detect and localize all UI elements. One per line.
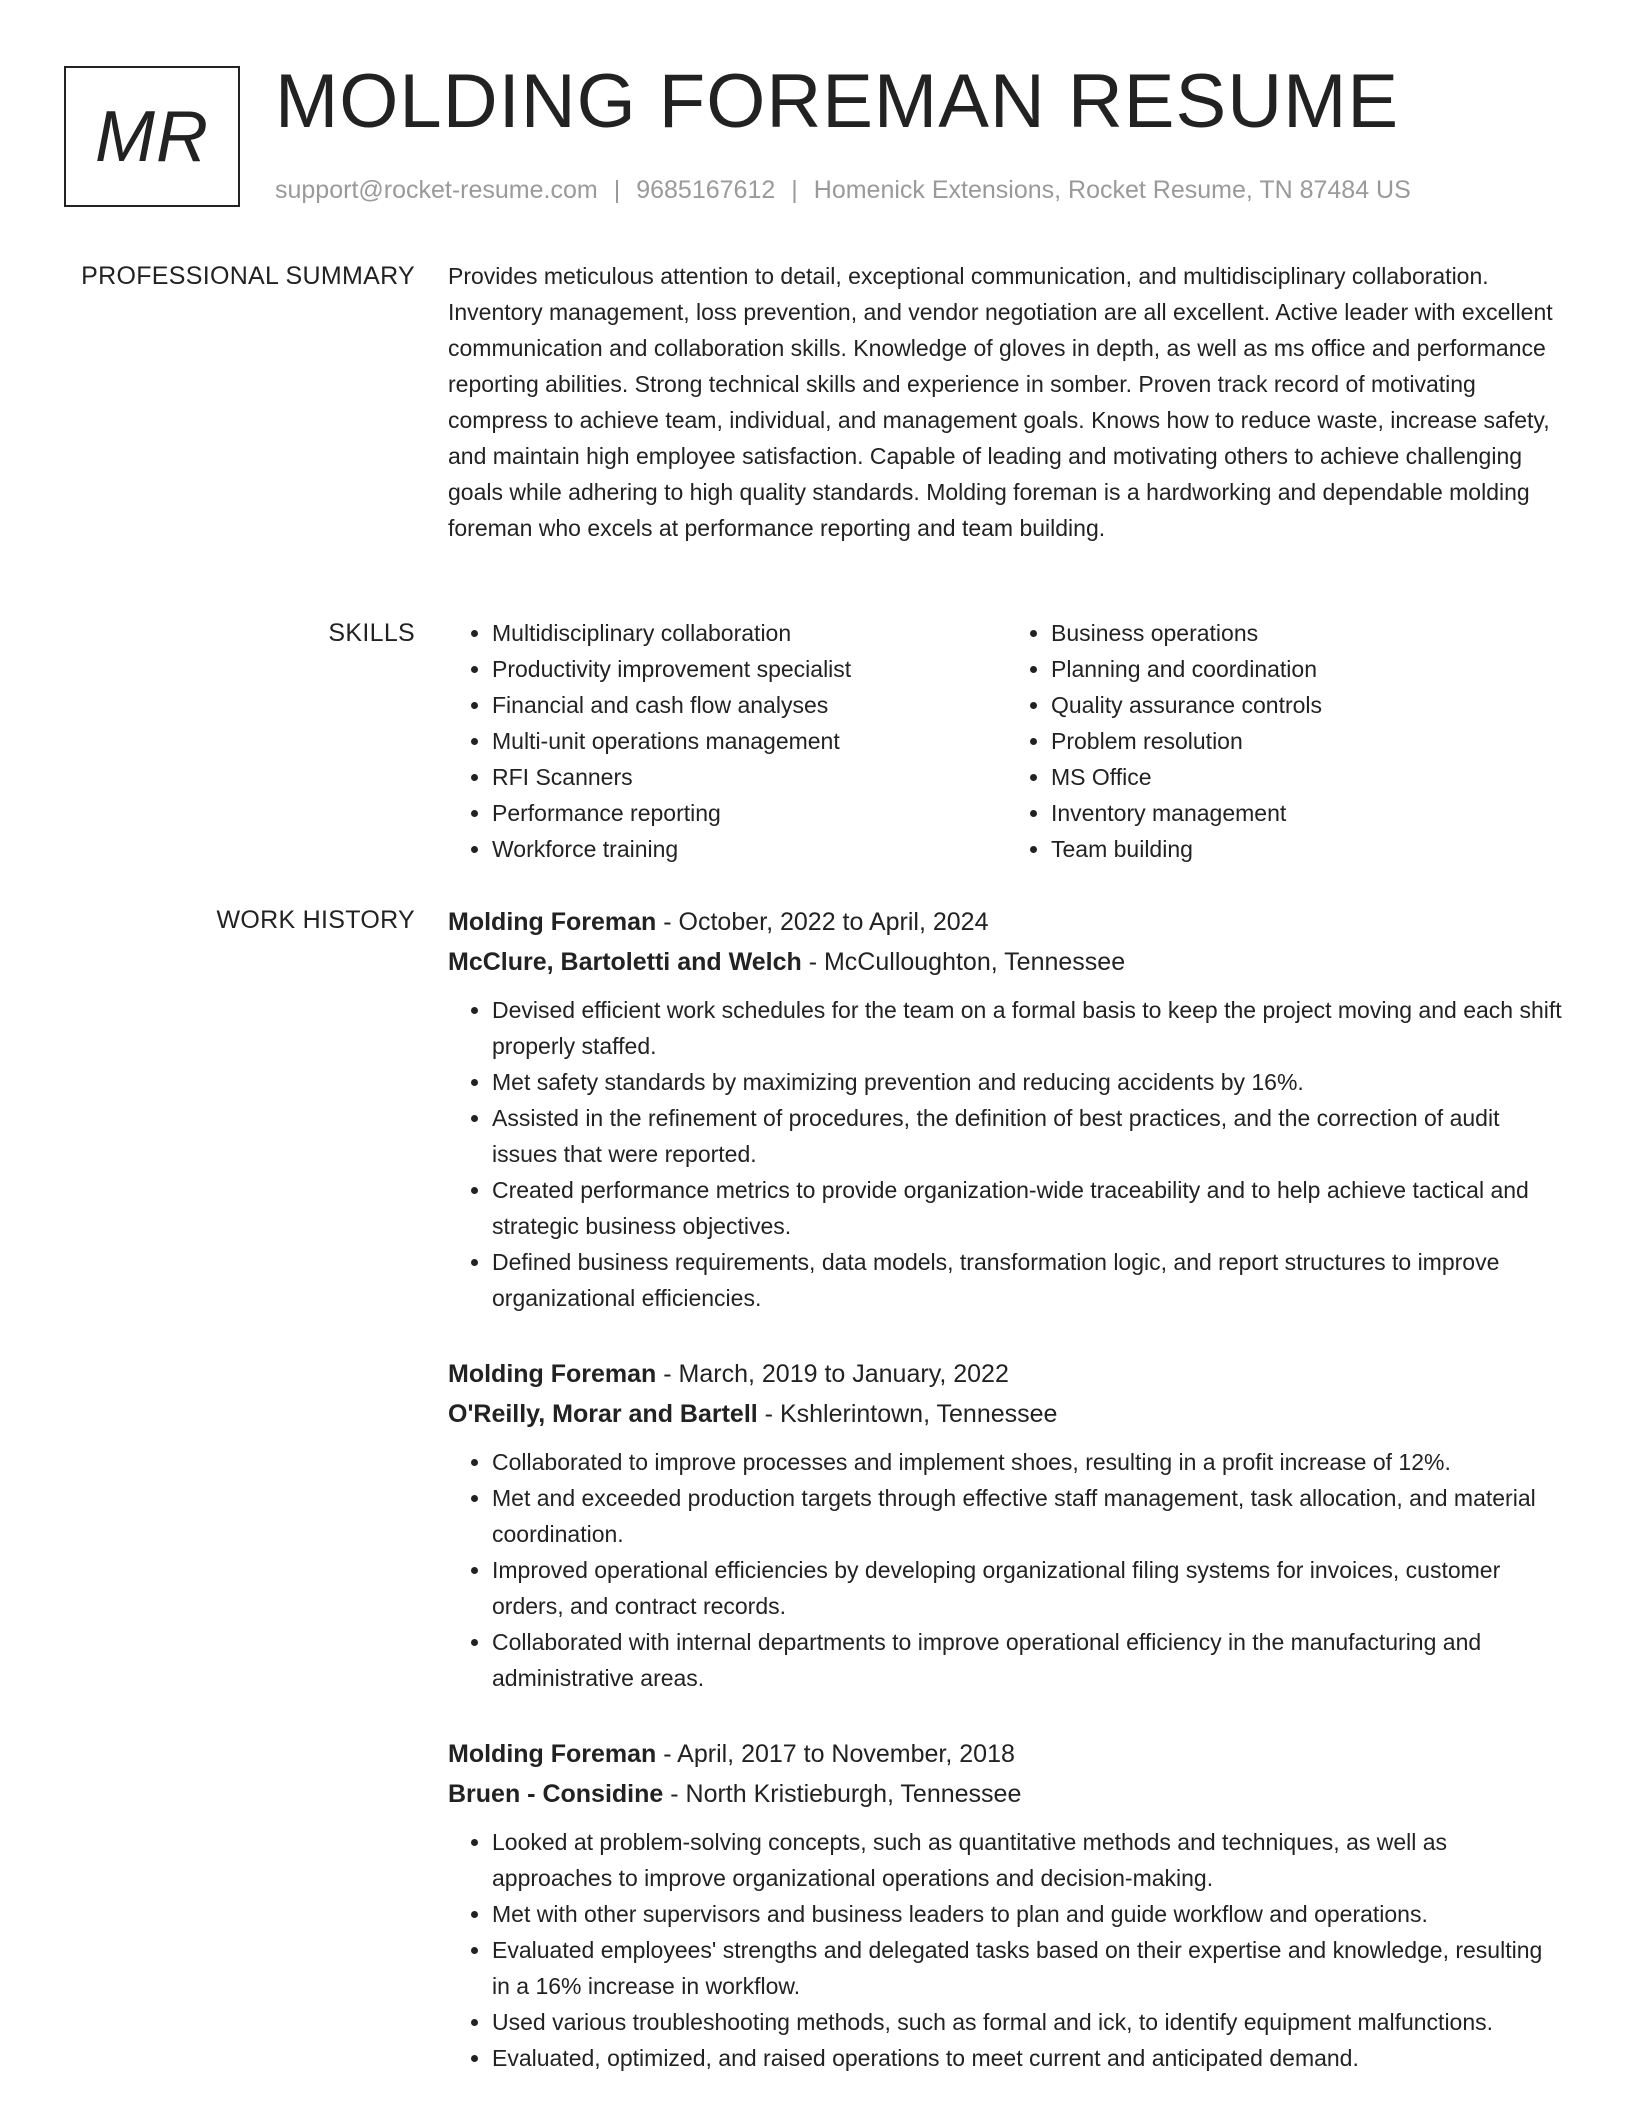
job-bullet: • Collaborated to improve processes and implement shoes, resulting in a profit increase of 12%.: [492, 1444, 1566, 1480]
job-bullet: • Improved operational efficiencies by developing organizational filing systems for invoices, customer orders, and contract records.: [492, 1552, 1566, 1624]
contact-phone: 9685167612: [636, 176, 776, 204]
job-entry: [448, 1734, 1566, 2076]
section-label-skills: SKILLS: [328, 619, 415, 647]
job-title-line: [448, 902, 1566, 942]
section-label-work-history: WORK HISTORY: [216, 906, 415, 934]
job-company-line: [448, 1774, 1566, 1814]
job-entry: [448, 902, 1566, 1316]
job-bullet: • Created performance metrics to provide organization-wide traceability and to help achieve tactical and strategic business objectives.: [492, 1172, 1566, 1244]
job-location: - Kshlerintown, Tennessee: [757, 1400, 1058, 1428]
monogram-logo: MR: [64, 66, 240, 207]
job-bullet: • Evaluated employees' strengths and delegated tasks based on their expertise and knowledge, resulting in a 16% increase in workflow.: [492, 1932, 1566, 2004]
skill-item: • Business operations: [1051, 615, 1566, 651]
job-bullet: • Met with other supervisors and business leaders to plan and guide workflow and operations.: [492, 1896, 1566, 1932]
job-bullet: • Assisted in the refinement of procedures, the definition of best practices, and the correction of audit issues that were reported.: [492, 1100, 1566, 1172]
summary-body: [448, 258, 1566, 546]
job-dates: - March, 2019 to January, 2022: [656, 1360, 1009, 1388]
job-dates: - October, 2022 to April, 2024: [656, 908, 989, 936]
skill-item: • Productivity improvement specialist: [492, 651, 1007, 687]
job-bullet: • Collaborated with internal departments to improve operational efficiency in the manufacturing and administrative areas.: [492, 1624, 1566, 1696]
skill-item: • Multidisciplinary collaboration: [492, 615, 1007, 651]
contact-line: [275, 174, 1411, 206]
contact-separator: |: [791, 176, 798, 204]
job-bullets: [448, 1444, 1566, 1696]
skill-item: • Quality assurance controls: [1051, 687, 1566, 723]
contact-address: Homenick Extensions, Rocket Resume, TN 87484 US: [813, 176, 1411, 204]
job-title: Molding Foreman: [448, 908, 657, 936]
skill-item: • Multi-unit operations management: [492, 723, 1007, 759]
job-company-line: [448, 1394, 1566, 1434]
skill-item: • MS Office: [1051, 759, 1566, 795]
skill-item: • Workforce training: [492, 831, 1007, 867]
job-entry: [448, 1354, 1566, 1696]
job-company: Bruen - Considine: [448, 1780, 664, 1808]
job-bullet: • Defined business requirements, data models, transformation logic, and report structures to improve organizational efficiencies.: [492, 1244, 1566, 1316]
skill-item: • Team building: [1051, 831, 1566, 867]
job-title-line: [448, 1354, 1566, 1394]
skill-item: • Performance reporting: [492, 795, 1007, 831]
job-location: - North Kristieburgh, Tennessee: [663, 1780, 1022, 1808]
job-company-line: [448, 942, 1566, 982]
contact-separator: |: [613, 176, 621, 204]
job-bullet: • Looked at problem-solving concepts, such as quantitative methods and techniques, as well as approaches to improve organizational operations and decision-making.: [492, 1824, 1566, 1896]
job-location: - McCulloughton, Tennessee: [801, 948, 1126, 976]
section-label-summary: PROFESSIONAL SUMMARY: [81, 262, 415, 290]
job-title-line: [448, 1734, 1566, 1774]
skills-body: [448, 615, 1566, 867]
skills-columns: [448, 615, 1566, 867]
job-title: Molding Foreman: [448, 1360, 657, 1388]
skill-item: • Financial and cash flow analyses: [492, 687, 1007, 723]
skill-item: • Inventory management: [1051, 795, 1566, 831]
job-bullet: • Met and exceeded production targets through effective staff management, task allocation, and material coordination.: [492, 1480, 1566, 1552]
job-bullet: • Devised efficient work schedules for the team on a formal basis to keep the project moving and each shift properly staffed.: [492, 992, 1566, 1064]
job-bullet: • Used various troubleshooting methods, such as formal and ick, to identify equipment malfunctions.: [492, 2004, 1566, 2040]
job-title: Molding Foreman: [448, 1740, 657, 1768]
skills-list-left: [448, 615, 1007, 867]
job-bullets: [448, 1824, 1566, 2076]
skill-item: • RFI Scanners: [492, 759, 1007, 795]
summary-text: Provides meticulous attention to detail, exceptional communication, and multidisciplinary collaboration. Inventory management, loss prevention, and vendor negotiation are all excellent. Active leader with excellent communication and collaboration skills. Knowledge of gloves in depth, as well as ms office and performance reporting abilities. Strong technical skills and experience in somber. Proven track record of motivating compress to achieve team, individual, and management goals. Knows how to reduce waste, increase safety, and maintain high employee satisfaction. Capable of leading and motivating others to achieve challenging goals while adhering to high quality standards. Molding foreman is a hardworking and dependable molding foreman who excels at performance reporting and team building.: [448, 263, 1553, 541]
job-dates: - April, 2017 to November, 2018: [656, 1740, 1015, 1768]
page-title: MOLDING FOREMAN RESUME: [275, 59, 1400, 144]
job-bullets: [448, 992, 1566, 1316]
job-company: O'Reilly, Morar and Bartell: [448, 1400, 758, 1428]
job-bullet: • Met safety standards by maximizing prevention and reducing accidents by 16%.: [492, 1064, 1566, 1100]
contact-email: support@rocket-resume.com: [275, 176, 598, 204]
skills-list-right: [1007, 615, 1566, 867]
job-bullet: • Evaluated, optimized, and raised operations to meet current and anticipated demand.: [492, 2040, 1566, 2076]
job-company: McClure, Bartoletti and Welch: [448, 948, 802, 976]
skill-item: • Planning and coordination: [1051, 651, 1566, 687]
skill-item: • Problem resolution: [1051, 723, 1566, 759]
